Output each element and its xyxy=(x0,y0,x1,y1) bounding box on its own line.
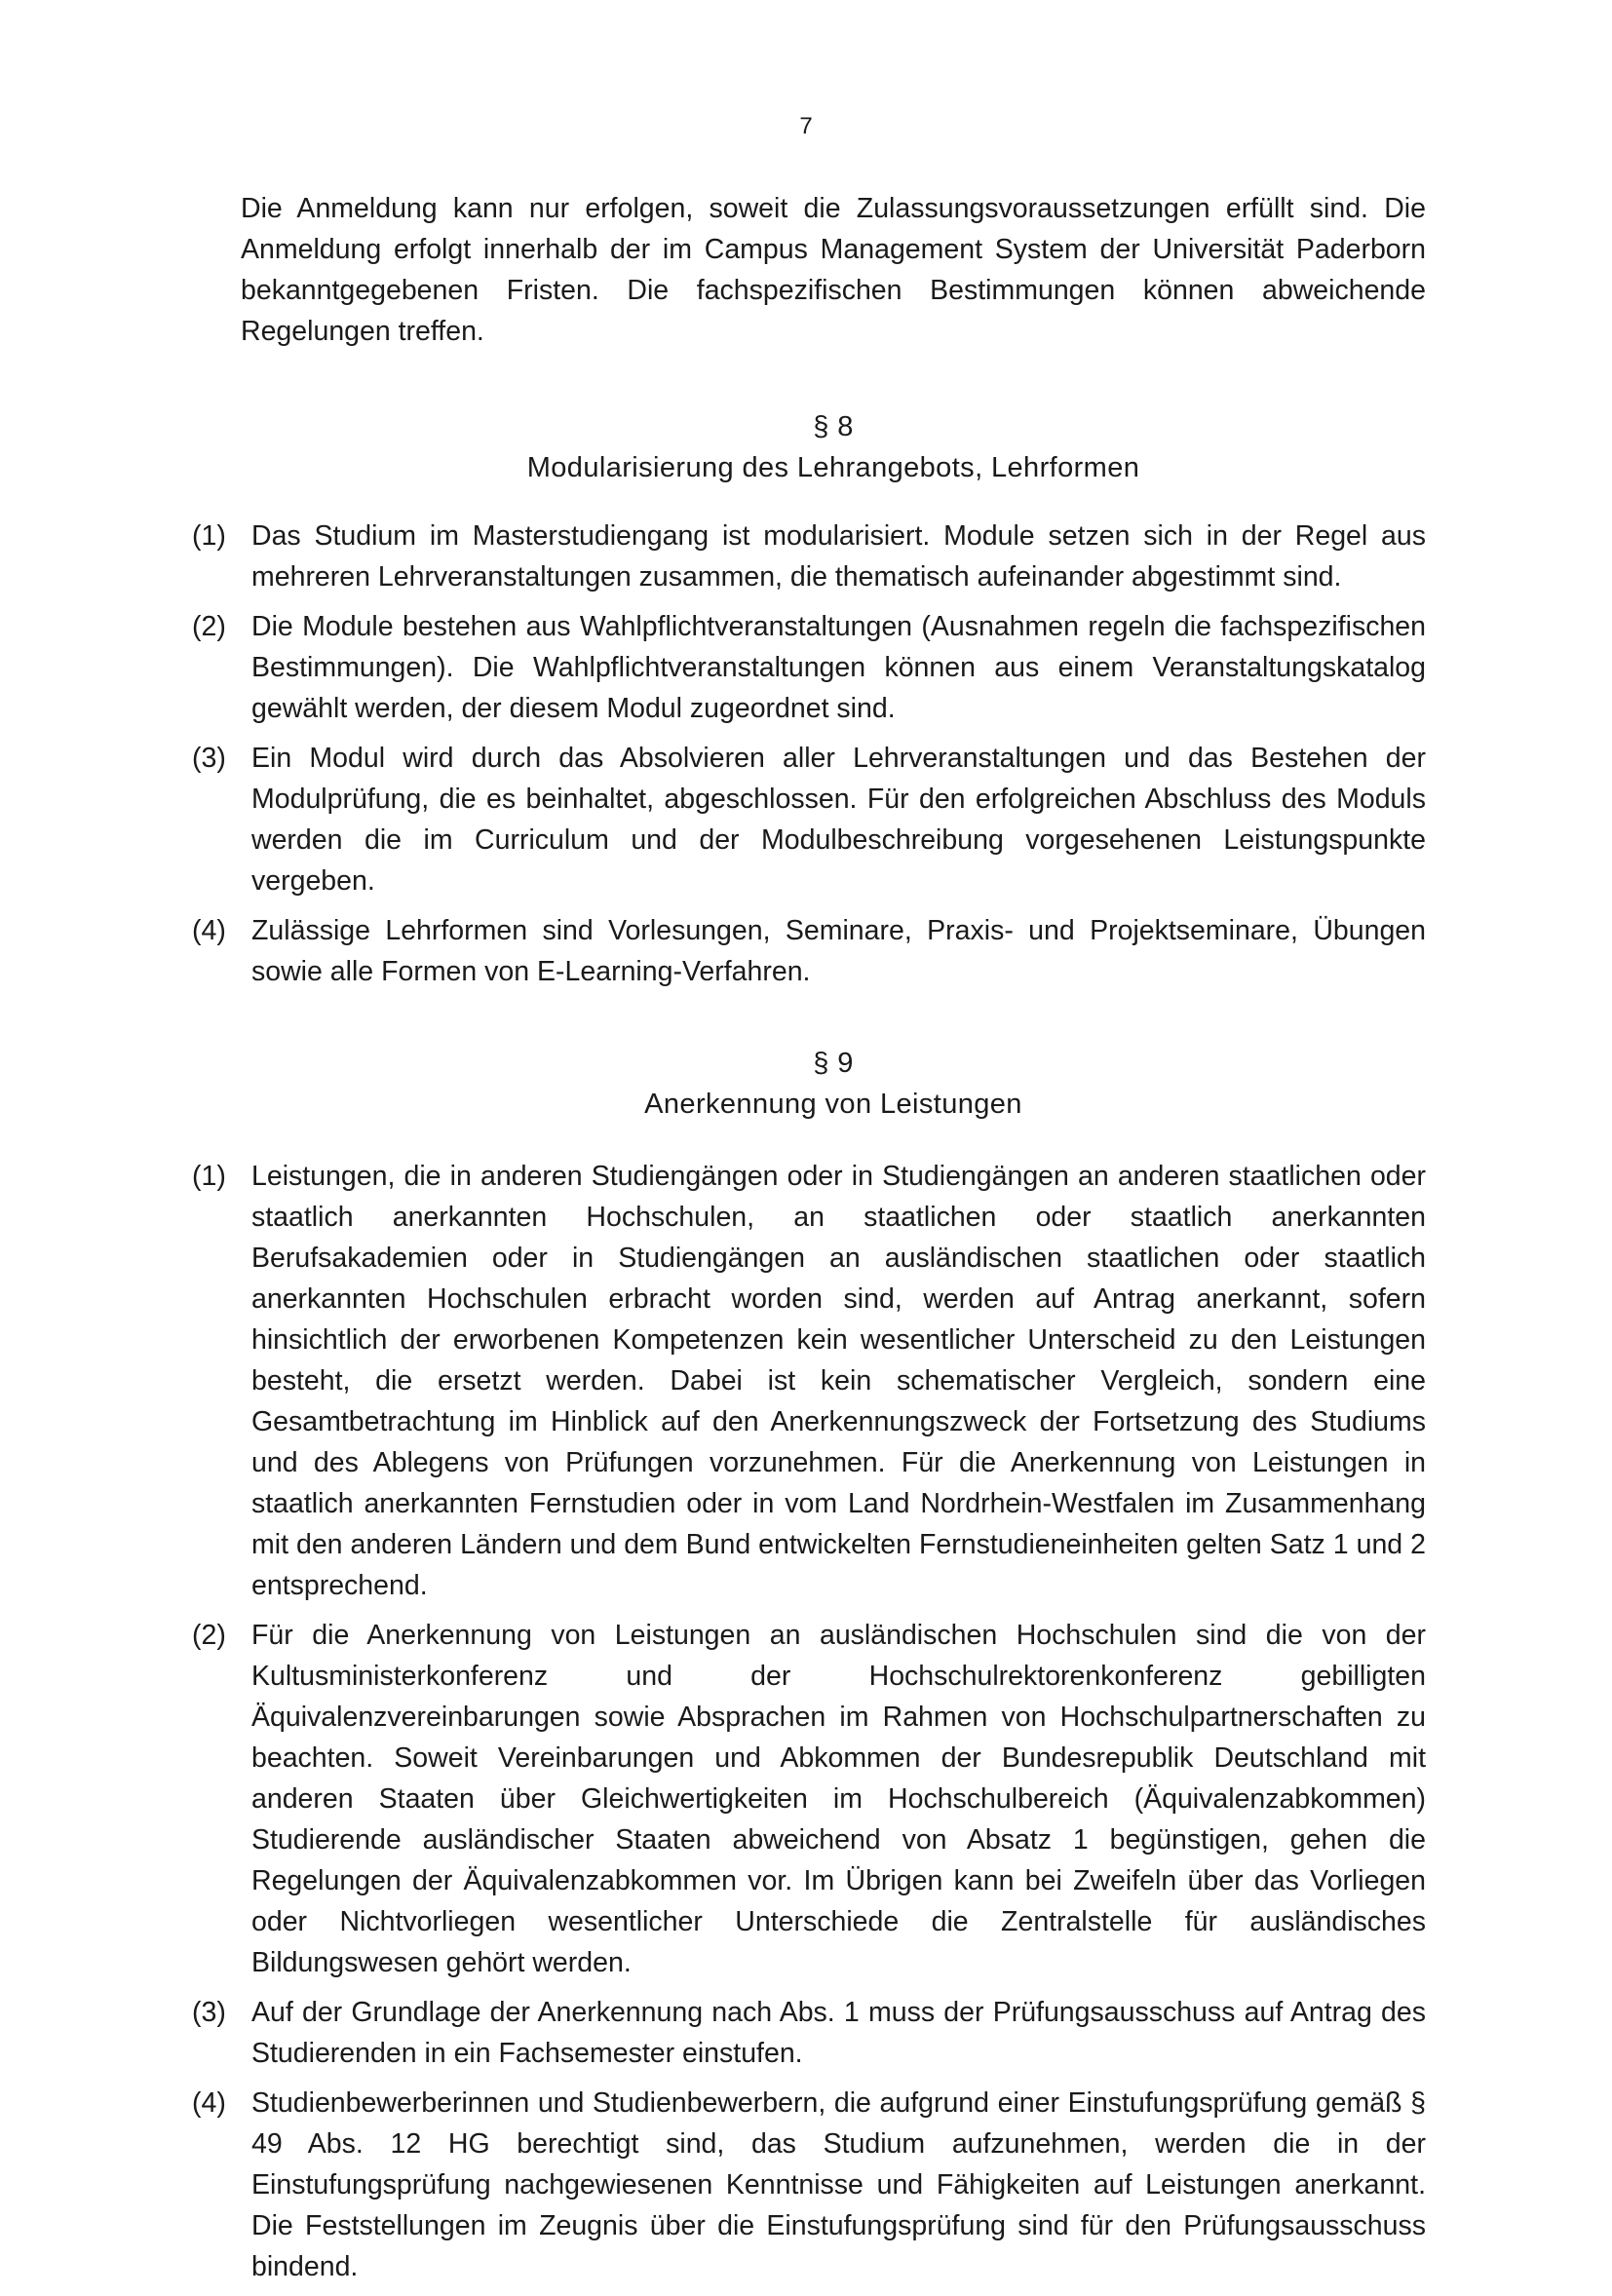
section-9-number: § 9 xyxy=(813,1048,854,1079)
page-content xyxy=(192,188,1426,2296)
section-9-title: Anerkennung von Leistungen xyxy=(644,1089,1022,1120)
list-item xyxy=(192,1992,1426,2074)
item-text: Das Studium im Masterstudiengang ist modularisiert. Module setzen sich in der Regel aus mehreren Lehrveranstaltungen zusammen, die thematisch aufeinander abgestimmt sind. xyxy=(251,520,1426,593)
section-8-number: § 8 xyxy=(813,411,854,442)
item-number: (3) xyxy=(192,1997,226,2028)
list-item xyxy=(192,738,1426,901)
list-item xyxy=(192,516,1426,597)
item-number: (4) xyxy=(192,915,226,946)
list-item xyxy=(192,1156,1426,1606)
item-text: Studienbewerberinnen und Studienbewerbern, die aufgrund einer Einstufungsprüfung gemäß § 49 Abs. 12 HG berechtigt sind, das Studium aufzunehmen, werden die in der Einstufungsprüfung nachgewiesenen Kenntnisse und Fähigkeiten auf Leistungen anerkannt. Die Feststellungen im Zeugnis über die Einstufungsprüfung sind für den Prüfungsausschuss bindend. xyxy=(251,2087,1426,2282)
item-text: Für die Anerkennung von Leistungen an ausländischen Hochschulen sind die von der Kultusministerkonferenz und der Hochschulrektorenkonferenz gebilligten Äquivalenzvereinbarungen sowie Absprachen im Rahmen von Hochschulpartnerschaften zu beachten. Soweit Vereinbarungen und Abkommen der Bundesrepublik Deutschland mit anderen Staaten über Gleichwertigkeiten im Hochschulbereich (Äquivalenzabkommen) Studierende ausländischer Staaten abweichend von Absatz 1 begünstigen, gehen die Regelungen der Äquivalenzabkommen vor. Im Übrigen kann bei Zweifeln über das Vorliegen oder Nichtvorliegen wesentlicher Unterschiede die Zentralstelle für ausländisches Bildungswesen gehört werden. xyxy=(251,1620,1426,1978)
item-text: Zulässige Lehrformen sind Vorlesungen, Seminare, Praxis- und Projektseminare, Übungen sowie alle Formen von E-Learning-Verfahren. xyxy=(251,915,1426,987)
item-number: (1) xyxy=(192,520,226,552)
item-number: (3) xyxy=(192,743,226,774)
section-8-list xyxy=(192,516,1426,992)
item-text: Die Module bestehen aus Wahlpflichtveranstaltungen (Ausnahmen regeln die fachspezifischen Bestimmungen). Die Wahlpflichtveranstaltungen können aus einem Veranstaltungskatalog gewählt werden, der diesem Modul zugeordnet sind. xyxy=(251,611,1426,724)
item-number: (2) xyxy=(192,611,226,642)
section-8-title: Modularisierung des Lehrangebots, Lehrformen xyxy=(526,452,1140,483)
section-9-list xyxy=(192,1156,1426,2287)
item-text: Auf der Grundlage der Anerkennung nach Abs. 1 muss der Prüfungsausschuss auf Antrag des Studierenden in ein Fachsemester einstufen. xyxy=(251,1997,1426,2069)
page-number: 7 xyxy=(799,113,813,139)
list-item xyxy=(192,910,1426,992)
item-text: Ein Modul wird durch das Absolvieren aller Lehrveranstaltungen und das Bestehen der Modulprüfung, die es beinhaltet, abgeschlossen. Für den erfolgreichen Abschluss des Moduls werden die im Curriculum und der Modulbeschreibung vorgesehenen Leistungspunkte vergeben. xyxy=(251,743,1426,897)
list-item xyxy=(192,2083,1426,2287)
item-number: (1) xyxy=(192,1161,226,1192)
item-number: (2) xyxy=(192,1620,226,1651)
intro-paragraph: Die Anmeldung kann nur erfolgen, soweit die Zulassungsvoraussetzungen erfüllt sind. Die Anmeldung erfolgt innerhalb der im Campus Management System der Universität Paderborn bekanntgegebenen Fristen. Die fachspezifischen Bestimmungen können abweichende Regelungen treffen. xyxy=(241,193,1426,347)
list-item xyxy=(192,606,1426,729)
item-number: (4) xyxy=(192,2087,226,2119)
list-item xyxy=(192,1615,1426,1983)
item-text: Leistungen, die in anderen Studiengängen oder in Studiengängen an anderen staatlichen oder staatlich anerkannten Hochschulen, an staatlichen oder staatlich anerkannten Berufsakademien oder in Studiengängen an ausländischen staatlichen oder staatlich anerkannten Hochschulen erbracht worden sind, werden auf Antrag anerkannt, sofern hinsichtlich der erworbenen Kompetenzen kein wesentlicher Unterscheid zu den Leistungen besteht, die ersetzt werden. Dabei ist kein schematischer Vergleich, sondern eine Gesamtbetrachtung im Hinblick auf den Anerkennungszweck der Fortsetzung des Studiums und des Ablegens von Prüfungen vorzunehmen. Für die Anerkennung von Leistungen in staatlich anerkannten Fernstudien oder in vom Land Nordrhein-Westfalen im Zusammenhang mit den anderen Ländern und dem Bund entwickelten Fernstudieneinheiten gelten Satz 1 und 2 entsprechend. xyxy=(251,1161,1426,1601)
section-8-heading xyxy=(241,406,1426,488)
section-9-heading xyxy=(241,1043,1426,1125)
